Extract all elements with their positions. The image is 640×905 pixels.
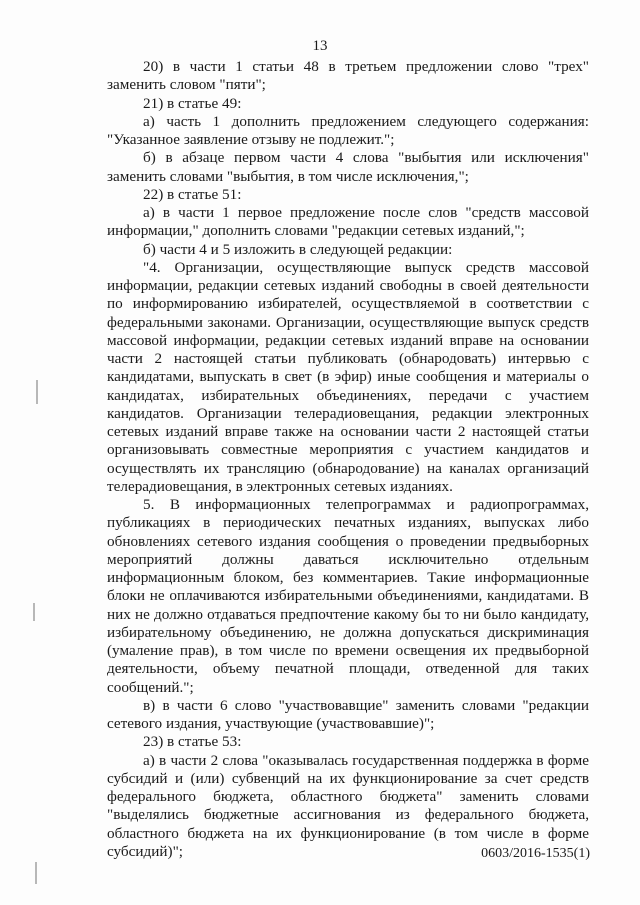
paragraph-subitem-22v: в) в части 6 слово "участвовавщие" заменить словами "редакции сетевого издания, участвующие (участвовавшие)";: [107, 696, 589, 732]
paragraph-item-21: 21) в статье 49:: [143, 94, 242, 112]
scan-artifact-mark: [36, 380, 38, 404]
document-code: 0603/2016-1535(1): [481, 846, 590, 861]
paragraph-subitem-23a: а) в части 2 слова "оказывалась государственная поддержка в форме субсидий и (или) субвенций на их функционирование за счет средств федерального бюджета, областного бюджета" заменить словами "выделялись бюджетные ассигнования из федерального бюджета, областного бюджета на их функционирование (в том числе в форме субсидий)";: [107, 751, 589, 860]
paragraph-subitem-21b: б) в абзаце первом части 4 слова "выбытия или исключения" заменить словами "выбытия, в том числе исключения,";: [107, 149, 589, 185]
paragraph-item-20: 20) в части 1 статьи 48 в третьем предложении слово "трех" заменить словом "пяти";: [107, 58, 589, 94]
scan-artifact-mark: [33, 603, 35, 621]
paragraph-part-4: "4. Организации, осуществляющие выпуск средств массовой информации, редакции сетевых изданий свободны в своей деятельности по информированию избирателей, осуществляемой в соответствии с федеральными законами. Организации, осуществляющие выпуск средств массовой информации, редакции сетевых изданий вправе на основании части 2 настоящей статьи публиковать (обнародовать) интервью с кандидатами, выпускать в свет (в эфир) иные сообщения и материалы о кандидатах, избирательных объединениях, передачи с участием кандидатов. Организации телерадиовещания, редакции электронных сетевых изданий вправе также на основании части 2 настоящей статьи организовывать совместные мероприятия с участием кандидатов и осуществлять их трансляцию (обнародование) на каналах организаций телерадиовещания, в электронных сетевых изданиях.: [107, 258, 589, 495]
paragraph-subitem-22b: б) части 4 и 5 изложить в следующей редакции:: [143, 240, 453, 258]
document-body: [107, 58, 589, 861]
scan-artifact-mark: [35, 862, 37, 884]
paragraph-part-5: 5. В информационных телепрограммах и радиопрограммах, публикациях в периодических печатных изданиях, выпусках либо обновлениях сетевого издания сообщения о проведении предвыборных мероприятий должны даваться исключительно отдельным информационным блоком, без комментариев. Такие информационные блоки не оплачиваются избирательными объединениями, кандидатами. В них не должно отдаваться предпочтение какому бы то ни было кандидату, избирательному объединению, не должна допускаться дискриминация (умаление прав), в том числе по времени освещения их предвыборной деятельности, объему печатной площади, отведенной для таких сообщений.";: [107, 496, 589, 696]
paragraph-item-22: 22) в статье 51:: [143, 185, 242, 203]
page-number: 13: [312, 38, 328, 54]
paragraph-subitem-22a: а) в части 1 первое предложение после слов "средств массовой информации," дополнить словами "редакции сетевых изданий,";: [107, 204, 589, 240]
paragraph-subitem-21a: а) часть 1 дополнить предложением следующего содержания: "Указанное заявление отзыву не подлежит.";: [107, 112, 589, 148]
paragraph-item-23: 23) в статье 53:: [143, 733, 242, 751]
